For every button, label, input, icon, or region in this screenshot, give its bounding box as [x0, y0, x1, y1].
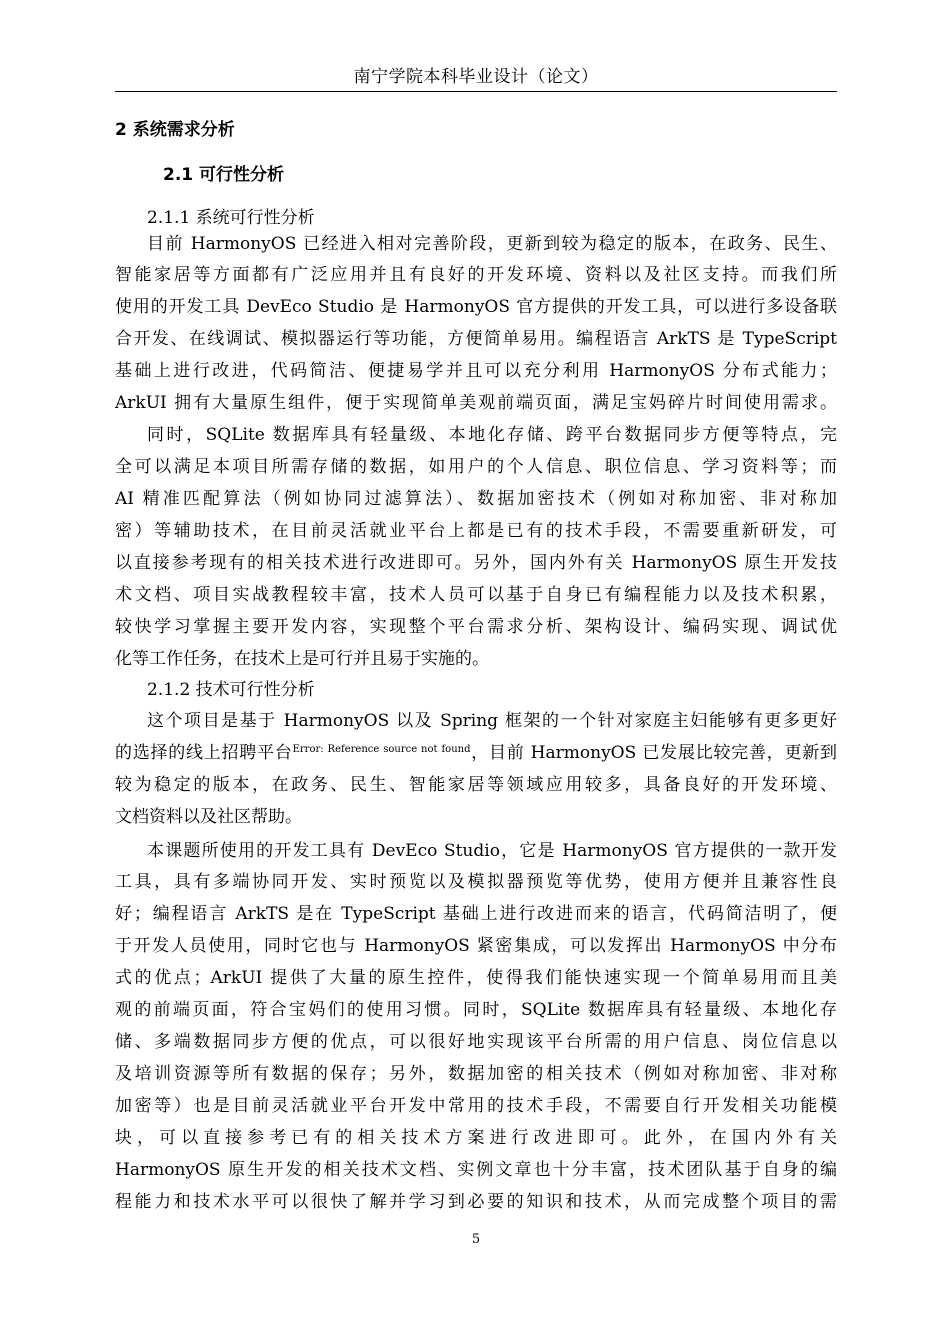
paragraph-line: 文档资料以及社区帮助。: [115, 807, 302, 827]
paragraph-line: 全可以满足本项目所需存储的数据，如用户的个人信息、职位信息、学习资料等；而: [115, 457, 837, 477]
page-header: 南宁学院本科毕业设计（论文）: [353, 67, 599, 87]
paragraph-line: 观的前端页面，符合宝妈们的使用习惯。同时，SQLite 数据库具有轻量级、本地化存: [115, 1000, 837, 1020]
paragraph-line: 智能家居等方面都有广泛应用并且有良好的开发环境、资料以及社区支持。而我们所: [115, 265, 837, 285]
paragraph-line: 基础上进行改进，代码简洁、便捷易学并且可以充分利用 HarmonyOS 分布式能力；: [115, 361, 837, 381]
subsection-heading-system-feasibility: 2.1.1 系统可行性分析: [147, 208, 315, 228]
paragraph-line: 本课题所使用的开发工具有 DevEco Studio，它是 HarmonyOS 官方提供的一款开发: [147, 841, 837, 861]
paragraph-text: 的选择的线上招聘平台: [115, 743, 293, 763]
reference-error-superscript: Error: Reference source not found: [292, 744, 471, 755]
paragraph-line: 这个项目是基于 HarmonyOS 以及 Spring 框架的一个针对家庭主妇能够有更多更好: [147, 711, 837, 731]
paragraph-line: 于开发人员使用，同时它也与 HarmonyOS 紧密集成，可以发挥出 HarmonyOS 中分布: [115, 936, 837, 956]
paragraph-line: 术文档、项目实战教程较丰富，技术人员可以基于自身已有编程能力以及技术积累，: [115, 585, 837, 605]
page-number: 5: [471, 1232, 481, 1247]
paragraph-line: 同时，SQLite 数据库具有轻量级、本地化存储、跨平台数据同步方便等特点，完: [147, 425, 837, 445]
header-rule: [115, 91, 837, 92]
paragraph-line: 工具，具有多端协同开发、实时预览以及模拟器预览等优势，使用方便并且兼容性良: [115, 872, 837, 892]
paragraph-line: 使用的开发工具 DevEco Studio 是 HarmonyOS 官方提供的开发工具，可以进行多设备联: [115, 297, 837, 317]
paragraph-line: 程能力和技术水平可以很快了解并学习到必要的知识和技术，从而完成整个项目的需: [115, 1192, 837, 1212]
subsection-heading-technical-feasibility: 2.1.2 技术可行性分析: [147, 680, 315, 700]
paragraph-line: 以直接参考现有的相关技术进行改进即可。另外，国内外有关 HarmonyOS 原生开发技: [115, 553, 837, 573]
paragraph-line: 块，可以直接参考已有的相关技术方案进行改进即可。此外，在国内外有关: [115, 1128, 837, 1148]
paragraph-line: 好；编程语言 ArkTS 是在 TypeScript 基础上进行改进而来的语言，代码简洁明了，便: [115, 904, 837, 924]
paragraph-line: ArkUI 拥有大量原生组件，便于实现简单美观前端页面，满足宝妈碎片时间使用需求。: [115, 393, 837, 413]
paragraph-line: HarmonyOS 原生开发的相关技术文档、实例文章也十分丰富，技术团队基于自身的编: [115, 1160, 837, 1180]
paragraph-line: 式的优点；ArkUI 提供了大量的原生控件，使得我们能快速实现一个简单易用而且美: [115, 968, 837, 988]
paragraph-line: 化等工作任务，在技术上是可行并且易于实施的。: [115, 649, 489, 669]
paragraph-line-with-reference: [115, 740, 837, 766]
paragraph-line: 合开发、在线调试、模拟器运行等功能，方便简单易用。编程语言 ArkTS 是 TypeScript: [115, 329, 837, 349]
paragraph-line: AI 精准匹配算法（例如协同过滤算法）、数据加密技术（例如对称加密、非对称加: [115, 489, 837, 509]
paragraph-line: 较为稳定的版本，在政务、民生、智能家居等领域应用较多，具备良好的开发环境、: [115, 775, 837, 795]
section-heading: 2.1 可行性分析: [163, 165, 285, 185]
paragraph-line: 较快学习掌握主要开发内容，实现整个平台需求分析、架构设计、编码实现、调试优: [115, 617, 837, 637]
paragraph-line: 密）等辅助技术，在目前灵活就业平台上都是已有的技术手段，不需要重新研发，可: [115, 521, 837, 541]
paragraph-line: 储、多端数据同步方便的优点，可以很好地实现该平台所需的用户信息、岗位信息以: [115, 1032, 837, 1052]
paragraph-text: ，目前 HarmonyOS 已发展比较完善，更新到: [470, 743, 838, 763]
paragraph-line: 加密等）也是目前灵活就业平台开发中常用的技术手段，不需要自行开发相关功能模: [115, 1096, 837, 1116]
chapter-heading: 2 系统需求分析: [115, 120, 235, 140]
paragraph-line: 及培训资源等所有数据的保存；另外，数据加密的相关技术（例如对称加密、非对称: [115, 1064, 837, 1084]
paragraph-line: 目前 HarmonyOS 已经进入相对完善阶段，更新到较为稳定的版本，在政务、民生、: [147, 234, 837, 254]
